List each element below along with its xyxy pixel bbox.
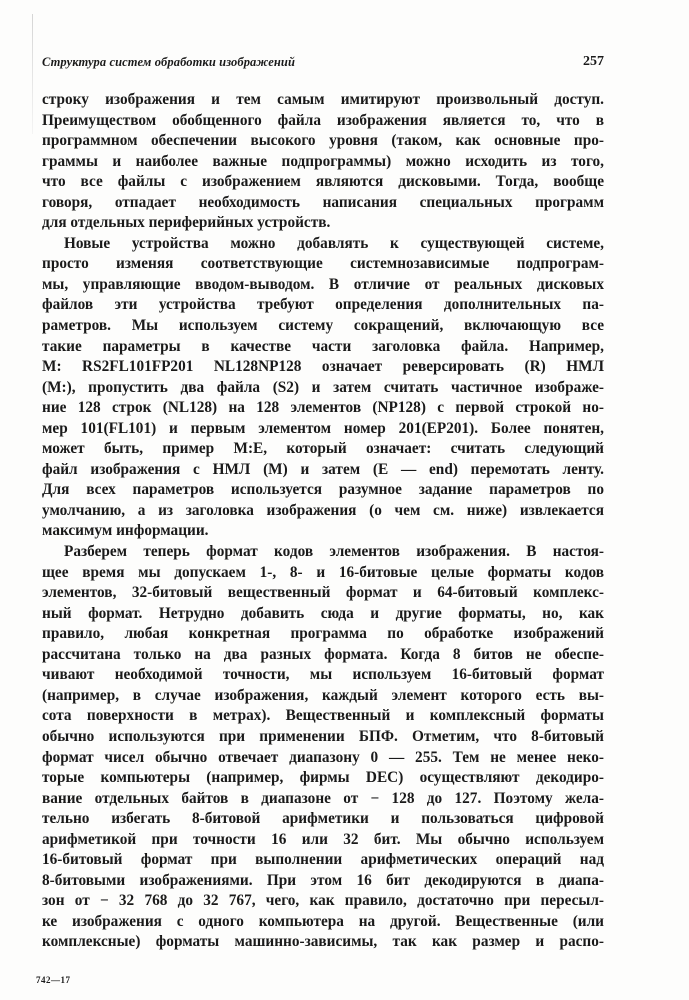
text-line: раметров. Мы используем систему сокращений, включающую все: [42, 317, 604, 335]
text-line: (M:), пропустить два файла (S2) и затем считать частичное изображе-: [42, 378, 604, 396]
text-line: обычно используются при применении БПФ. Отметим, что 8-битовый: [42, 727, 604, 745]
text-line: щее время мы допускаем 1-, 8- и 16-битовые целые форматы кодов: [42, 563, 604, 581]
text-line: вание отдельных байтов в диапазоне от − 128 до 127. Поэтому жела-: [42, 789, 604, 807]
text-line: чивают необходимой точности, мы используем 16-битовый формат: [42, 666, 604, 684]
text-line: торые компьютеры (например, фирмы DEC) осуществляют декодиро-: [42, 769, 604, 787]
text-line: (например, в случае изображения, каждый элемент которого есть вы-: [42, 686, 604, 704]
text-line: умолчанию, а из заголовка изображения (о чем см. ниже) извлекается: [42, 501, 604, 519]
printer-signature-mark: 742—17: [36, 975, 71, 985]
text-line: Для всех параметров используется разумное задание параметров по: [42, 481, 604, 499]
text-line: рассчитана только на два разных формата. Когда 8 битов не обеспе-: [42, 645, 604, 663]
text-line: мы, управляющие вводом-выводом. В отличие от реальных дисковых: [42, 275, 604, 293]
text-line: 16-битовый формат при выполнении арифметических операций над: [42, 851, 604, 869]
text-line: файлов эти устройства требуют определения дополнительных па-: [42, 296, 604, 314]
text-line: максимум информации.: [42, 522, 209, 540]
page-header: [42, 55, 604, 77]
paragraph-1: [42, 90, 604, 234]
text-line: Новые устройства можно добавлять к существующей системе,: [64, 234, 604, 252]
text-line: может быть, пример M:E, который означает: считать следующий: [42, 440, 604, 458]
text-line: такие параметры в качестве части заголовка файла. Например,: [42, 337, 604, 355]
running-title: Структура систем обработки изображений: [42, 55, 296, 69]
text-line: мер 101(FL101) и первым элементом номер 201(EP201). Более понятен,: [42, 419, 604, 437]
text-line: говоря, отпадает необходимость написания специальных программ: [42, 193, 604, 211]
text-line: комплексные) форматы машинно-зависимы, так как размер и распо-: [42, 933, 604, 951]
text-line: зон от − 32 768 до 32 767, чего, как правило, достаточно при пересыл-: [42, 892, 604, 910]
text-line: файл изображения с НМЛ (M) и затем (E — end) перемотать ленту.: [42, 460, 604, 478]
text-line: правило, любая конкретная программа по обработке изображений: [42, 625, 604, 643]
text-line: тельно избегать 8-битовой арифметики и пользоваться цифровой: [42, 810, 604, 828]
text-line: строку изображения и тем самым имитируют произвольный доступ.: [42, 91, 604, 108]
text-line: арифметикой при точности 16 или 32 бит. Мы обычно используем: [42, 830, 604, 848]
paragraph-2: [42, 234, 604, 542]
text-line: программном обеспечении высокого уровня (таком, как основные про-: [42, 132, 604, 150]
page-number: 257: [583, 54, 604, 69]
text-line: просто изменяя соответствующие системнозависимые подпрограм-: [42, 255, 604, 273]
text-line: для отдельных периферийных устройств.: [42, 214, 331, 232]
text-line: ние 128 строк (NL128) на 128 элементов (NP128) с первой строкой но-: [42, 399, 604, 417]
binding-gutter-line: [32, 14, 33, 134]
text-line: элементов, 32-битовый вещественный формат и 64-битовый комплекс-: [42, 584, 604, 602]
text-line: 8-битовыми изображениями. При этом 16 бит декодируются в диапа-: [42, 871, 604, 889]
text-line: что все файлы с изображением являются дисковыми. Тогда, вообще: [42, 173, 604, 191]
text-line: ный формат. Нетрудно добавить сюда и другие форматы, но, как: [42, 604, 604, 622]
paragraph-3: [42, 542, 604, 953]
text-line: ке изображения с одного компьютера на другой. Вещественные (или: [42, 912, 604, 930]
text-line: M: RS2FL101FP201 NL128NP128 означает реверсировать (R) НМЛ: [42, 358, 604, 376]
text-line: формат чисел обычно отвечает диапазону 0 — 255. Тем не менее неко-: [42, 748, 604, 766]
text-line: Разберем теперь формат кодов элементов изображения. В настоя-: [64, 543, 604, 561]
text-line: сота поверхности в метрах). Вещественный и комплексный форматы: [42, 707, 604, 725]
body-text: [42, 90, 604, 953]
text-line: граммы и наиболее важные подпрограммы) можно исходить из того,: [42, 152, 604, 170]
text-line: Преимуществом обобщенного файла изображения является то, что в: [42, 111, 604, 129]
